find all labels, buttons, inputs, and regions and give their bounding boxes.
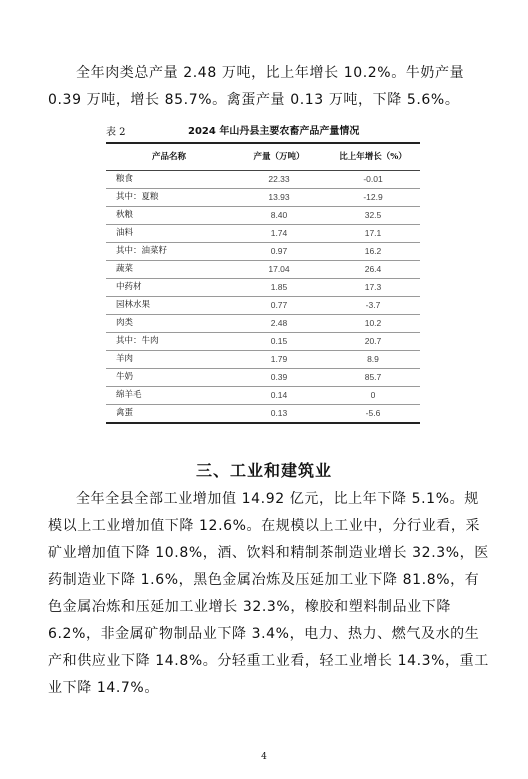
paragraph-industry — [48, 486, 492, 702]
paragraph-industry-text: 全年全县全部工业增加值 14.92 亿元，比上年下降 5.1%。规模以上工业增加值下降 12.6%。在规模以上工业中，分行业看，采矿业增加值下降 10.8%，酒、饮料和精制茶制造业增长 32.3%，医药制造业下降 1.6%，黑色金属冶炼及压延加工业下降 81.8%，有色金属冶炼和压延加工业增长 32.3%，橡胶和塑料制品业下降 6.2%，非金属矿物制品业下降 3.4%，电力、热力、燃气及水的生产和供应业下降 14.8%。分轻重工业看，轻工业增长 14.3%，重工业下降 14.7%。 — [48, 491, 489, 696]
row-name: 油料 — [106, 225, 232, 243]
row-growth: 85.7 — [326, 369, 420, 387]
row-value: 0.15 — [232, 333, 326, 351]
row-value: 8.40 — [232, 207, 326, 225]
header-product-name: 产品名称 — [106, 143, 232, 171]
row-name: 秋粮 — [106, 207, 232, 225]
row-name: 其中：油菜籽 — [106, 243, 232, 261]
header-growth: 比上年增长（%） — [326, 143, 420, 171]
table-header-row — [106, 143, 420, 171]
table-row — [106, 189, 420, 207]
table-row — [106, 243, 420, 261]
row-growth: 20.7 — [326, 333, 420, 351]
row-name: 禽蛋 — [106, 405, 232, 424]
row-value: 13.93 — [232, 189, 326, 207]
row-growth: 17.3 — [326, 279, 420, 297]
table-row — [106, 405, 420, 424]
row-name: 其中：牛肉 — [106, 333, 232, 351]
table-title: 2024 年山丹县主要农畜产品产量情况 — [188, 126, 360, 137]
row-growth: 26.4 — [326, 261, 420, 279]
row-value: 1.85 — [232, 279, 326, 297]
row-name: 其中：夏粮 — [106, 189, 232, 207]
paragraph-livestock-text: 全年肉类总产量 2.48 万吨，比上年增长 10.2%。牛奶产量 0.39 万吨，增长 85.7%。禽蛋产量 0.13 万吨，下降 5.6%。 — [48, 65, 465, 108]
table-row — [106, 315, 420, 333]
table-row — [106, 171, 420, 189]
table-caption — [106, 122, 416, 138]
row-name: 肉类 — [106, 315, 232, 333]
row-growth: 16.2 — [326, 243, 420, 261]
table-row — [106, 207, 420, 225]
row-growth: 32.5 — [326, 207, 420, 225]
page-number: 4 — [261, 752, 267, 762]
paragraph-livestock — [48, 60, 492, 114]
row-value: 0.39 — [232, 369, 326, 387]
row-value: 2.48 — [232, 315, 326, 333]
header-output: 产量（万吨） — [232, 143, 326, 171]
row-value: 1.79 — [232, 351, 326, 369]
row-value: 0.77 — [232, 297, 326, 315]
row-name: 羊肉 — [106, 351, 232, 369]
row-growth: 8.9 — [326, 351, 420, 369]
table-row — [106, 261, 420, 279]
row-value: 0.97 — [232, 243, 326, 261]
row-name: 绵羊毛 — [106, 387, 232, 405]
table-row — [106, 351, 420, 369]
row-name: 园林水果 — [106, 297, 232, 315]
table-label: 表 2 — [106, 127, 126, 138]
row-name: 粮食 — [106, 171, 232, 189]
row-value: 0.14 — [232, 387, 326, 405]
row-growth: -3.7 — [326, 297, 420, 315]
row-value: 0.13 — [232, 405, 326, 424]
row-name: 中药材 — [106, 279, 232, 297]
row-growth: -0.01 — [326, 171, 420, 189]
production-table — [106, 142, 420, 424]
table-row — [106, 297, 420, 315]
table-row — [106, 387, 420, 405]
row-value: 22.33 — [232, 171, 326, 189]
row-growth: 0 — [326, 387, 420, 405]
section-heading: 三、工业和建筑业 — [195, 461, 332, 480]
table-row — [106, 369, 420, 387]
row-name: 蔬菜 — [106, 261, 232, 279]
table-row — [106, 333, 420, 351]
row-growth: -12.9 — [326, 189, 420, 207]
row-growth: 10.2 — [326, 315, 420, 333]
row-value: 17.04 — [232, 261, 326, 279]
row-growth: 17.1 — [326, 225, 420, 243]
table-row — [106, 225, 420, 243]
row-name: 牛奶 — [106, 369, 232, 387]
table-row — [106, 279, 420, 297]
row-growth: -5.6 — [326, 405, 420, 424]
row-value: 1.74 — [232, 225, 326, 243]
